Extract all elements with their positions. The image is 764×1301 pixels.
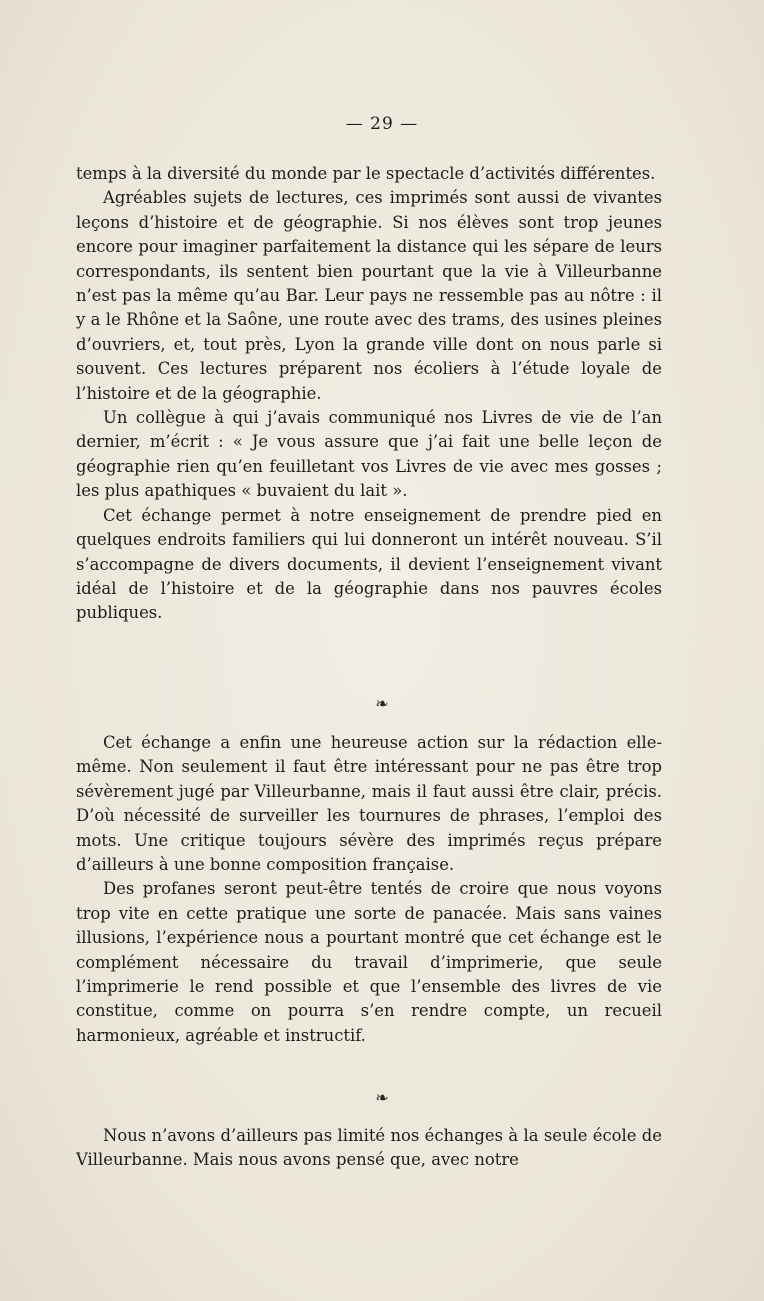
paragraph-3: Un collègue à qui j’avais communiqué nos Livres de vie de l’an dernier, m’écrit : « Je vous assure que j’ai fait une belle leçon de géographie rien qu’en feuilletant vos Livres de vie avec mes gosses ; les plus apathiques « buvaient du lait ». xyxy=(76,408,662,501)
paragraph-5: Cet échange a enfin une heureuse action sur la rédaction elle-même. Non seulement il faut être intéressant pour ne pas être trop sévèrement jugé par Villeurbanne, mais il faut aussi être clair, précis. D’où nécessité de surveiller les tournures de phrases, l’emploi des mots. Une critique toujours sévère des imprimés reçus prépare d’ailleurs à une bonne composition française. xyxy=(76,733,662,875)
text-section-1 xyxy=(76,162,662,626)
text-section-2 xyxy=(76,731,662,1048)
paragraph-4: Cet échange permet à notre enseignement de prendre pied en quelques endroits familiers qui lui donneront un intérêt nouveau. S’il s’accompagne de divers documents, il devient l’enseignement vivant idéal de l’histoire et de la géographie dans nos pauvres écoles publiques. xyxy=(76,505,662,623)
paragraph-7: Nous n’avons d’ailleurs pas limité nos échanges à la seule école de Villeurbanne. Mais nous avons pensé que, avec notre xyxy=(76,1126,662,1170)
section-divider-ornament: ❧ xyxy=(375,694,389,713)
paragraph-6: Des profanes seront peut-être tentés de croire que nous voyons trop vite en cette pratique une sorte de panacée. Mais sans vaines illusions, l’expérience nous a pourtant montré que cet échange est le complément nécessaire du travail d’imprimerie, que seule l’imprimerie le rend possible et que l’ensemble des livres de vie constitue, comme on pourra s’en rendre compte, un recueil harmonieux, agréable et instructif. xyxy=(76,879,662,1045)
paragraph-1: temps à la diversité du monde par le spectacle d’activités différentes. xyxy=(76,164,656,183)
paragraph-2: Agréables sujets de lectures, ces imprimés sont aussi de vivantes leçons d’histoire et de géographie. Si nos élèves sont trop jeunes encore pour imaginer parfaitement la distance qui les sépare de leurs correspondants, ils sentent bien pourtant que la vie à Villeurbanne n’est pas la même qu’au Bar. Leur pays ne ressemble pas au nôtre : il y a le Rhône et la Saône, une route avec des trams, des usines pleines d’ouvriers, et, tout près, Lyon la grande ville dont on nous parle si souvent. Ces lectures préparent nos écoliers à l’étude loyale de l’histoire et de la géographie. xyxy=(76,188,662,403)
text-section-3 xyxy=(76,1124,662,1173)
page-number: — 29 — xyxy=(345,114,419,134)
section-divider-ornament: ❧ xyxy=(375,1088,389,1107)
